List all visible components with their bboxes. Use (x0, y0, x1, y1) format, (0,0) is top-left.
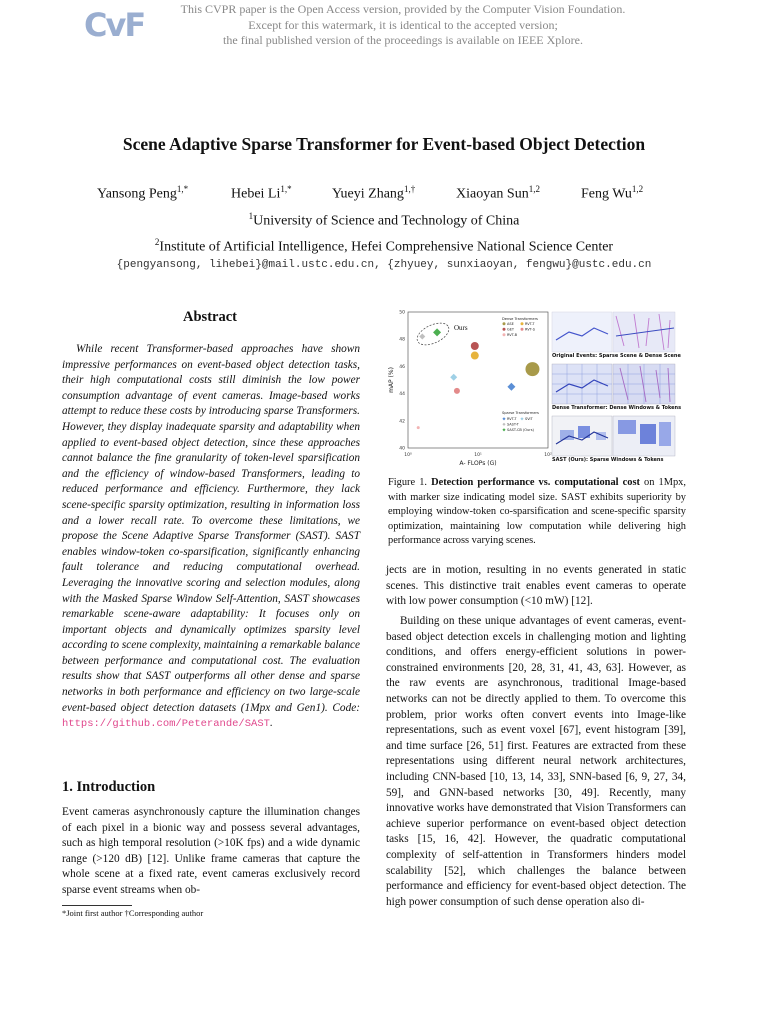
svg-text:Dense Transformer: Dense Windo: Dense Transformer: Dense Windows & Tokens (552, 405, 682, 411)
legend-marker (503, 328, 506, 331)
figure-1-caption: Figure 1. Detection performance vs. computational cost on 1Mpx, with marker size indicating model size. SAST exhibits superiority by employing window-token co-sparsification and scene-specific sparsity optimization, maintaining low computation while delivering high performance across varying scenes. (388, 477, 686, 547)
legend-marker (502, 417, 505, 420)
paragraph: Building on these unique advantages of event cameras, event-based object detection excels in challenging motion and lighting conditions, and offers energy-efficient solutions in power-constrained environments [20, 28, 31, 41, 43, 63]. However, as the raw events are asynchronous, traditional Image-based networks can not be directly applied to them. To overcome this problem, prior works often convert events into Image-like representations, such as event voxel [67], event histogram [39], and time surface [26, 51] first. Features are extracted from these representations using different neural network architectures, including CNN-based [10, 13, 14, 33], SNN-based [6, 9, 27, 34, 59], and GNN-based networks [30, 49]. Recently, many innovative works have demonstrated that Vision Transformers can achieve superior performance on event-based object detection tasks [15, 16, 42]. However, the quadratic computational complexity of self-attention in Transformers hinders model scalability [52], which challenges the balance between performance and efficiency for event-based object detection. The high power consumption of such dense operation also di- (386, 615, 686, 908)
y-tick-label: 46 (399, 364, 405, 370)
data-point-sast-t (419, 333, 425, 339)
affiliation: $^2$Institute of Artificial Intelligence, Hefei Comprehensive National Science Center (154, 237, 614, 255)
x-tick-label: 10¹ (474, 453, 482, 458)
author: Feng Wu$^{1,2}$ (581, 184, 644, 202)
data-point-rvt-b (417, 426, 420, 429)
legend-marker (502, 423, 505, 426)
author: Xiaoyan Sun$^{1,2}$ (456, 184, 540, 202)
watermark-line: the final published version of the proceedings is available on IEEE Xplore. (223, 33, 583, 47)
legend-label: RVT-T (507, 417, 517, 421)
x-axis-label: A- FLOPs (G) (459, 460, 497, 467)
panel-original-events (552, 312, 681, 359)
data-point-rvt-t (507, 383, 515, 391)
code-label: Code: (332, 701, 360, 714)
y-tick-label: 44 (399, 392, 405, 398)
author: Yueyi Zhang$^{1,\dagger}$ (332, 184, 416, 202)
code-link[interactable]: https://github.com/Peterande/SAST (62, 718, 270, 731)
open-access-watermark (150, 2, 656, 49)
svg-text:Sparse Transformers: Sparse Transformers (502, 411, 539, 415)
footnote: *Joint first author †Corresponding author (62, 908, 204, 918)
y-tick-label: 50 (399, 310, 405, 316)
author-emails: {pengyansong, lihebei}@mail.ustc.edu.cn, {zhyuey, sunxiaoyan, fengwu}@ustc.edu.cn (116, 259, 652, 271)
y-tick-label: 40 (399, 446, 405, 452)
legend-label: RVT-S (525, 327, 535, 332)
section-heading-introduction: 1. Introduction (62, 779, 156, 795)
figure-1 (384, 306, 686, 470)
ours-annotation: Ours (454, 324, 468, 332)
legend-label: ASE (507, 322, 514, 326)
author: Yansong Peng$^{1,*}$ (97, 184, 189, 202)
intro-paragraph: Event cameras asynchronously capture the illumination changes of each pixel in a bionic way and possess several advantages, such as high temporal resolution (>10K fps) and a wide dynamic range (>120 dB) [12]. Unlike frame cameras that capture the whole scene at a fixed rate, event cameras exclusively record sparse event streams when ob- (62, 806, 360, 896)
paper-title: Scene Adaptive Sparse Transformer for Event-based Object Detection (122, 134, 646, 154)
abstract-body: While recent Transformer-based approaches have shown impressive performances on event-based object detection tasks, their high computational costs still diminish the low power consumption advantage of event cameras. Image-based works attempt to reduce these costs by introducing sparse Transformers. However, they display inadequate sparsity and adaptability when applied to event-based object detection, since these approaches cannot balance the fine granularity of token-level sparsification and the efficiency of window-based Transformers, leading to reduced performance and efficiency. Furthermore, they lack scene-specific sparsity optimization, resulting in information loss and a lower recall rate. To overcome these limitations, we propose the Scene Adaptive Sparse Transformer (SAST). SAST enables window-token co-sparsification, significantly enhancing fault tolerance and reducing computational overhead. Leveraging the innovative scoring and selection modules, along with the Masked Sparse Window Self-Attention, SAST showcases remarkable scene-aware adaptability: It focuses only on important objects and dynamically optimizes sparsity level according to scene complexity, maintaining a remarkable balance between performance and computational cost. The evaluation results show that SAST outperforms all other dense and sparse networks in both performance and efficiency on two large-scale event-based object detection datasets (1Mpx and Gen1). Code: https://github.com/Peterande/SAST. (62, 343, 360, 731)
abstract-heading: Abstract (183, 309, 237, 325)
legend-marker (503, 333, 506, 336)
legend-label: GET (507, 327, 515, 332)
legend-marker (521, 322, 524, 325)
svg-text:SAST (Ours): Sparse Windows &: SAST (Ours): Sparse Windows & Tokens (552, 457, 664, 463)
watermark-line: Except for this watermark, it is identical to the accepted version; (248, 17, 558, 32)
svg-text:Dense Transformers: Dense Transformers (502, 317, 538, 321)
x-tick-label: 10⁰ (404, 453, 412, 458)
legend-label: SViT (525, 417, 533, 421)
data-point-get (471, 342, 479, 350)
data-point-rvt-s (454, 388, 460, 394)
data-point-rvt-t (471, 352, 479, 360)
y-tick-label: 42 (399, 419, 405, 425)
legend-label: RVT-T (525, 322, 535, 326)
legend-marker (520, 417, 523, 420)
author: Hebei $Li^{1,*}$ (231, 184, 292, 202)
footnote-divider (62, 905, 132, 906)
data-point-svit (450, 374, 457, 381)
panel-sast-ours (552, 416, 675, 463)
legend-marker (502, 428, 505, 431)
svg-text:Original Events: Sparse Scene: Original Events: Sparse Scene & Dense Scene (552, 353, 681, 359)
paragraph: jects are in motion, resulting in no events generated in static scenes. This distinctive trait enables event cameras to operate with low power consumption (<10 mW) [12]. (386, 564, 686, 608)
legend-label: SAST-T (507, 422, 519, 427)
legend-dense (502, 317, 538, 321)
y-tick-label: 48 (399, 337, 405, 343)
legend-label: SAST-CB (Ours) (507, 428, 534, 432)
legend-label: RVT-B (507, 333, 517, 337)
ours-highlight-ellipse (414, 319, 452, 350)
watermark-line: This CVPR paper is the Open Access version, provided by the Computer Vision Foundation. (180, 2, 626, 16)
affiliation: $^1$University of Science and Technology of China (248, 211, 520, 229)
x-tick-label: 10² (544, 453, 552, 458)
y-axis-label: mAP (%) (388, 367, 395, 393)
data-point-ase (525, 362, 539, 376)
data-point-sast-cb-ours (433, 328, 441, 336)
legend-marker (521, 328, 524, 331)
legend-sparse (502, 411, 539, 415)
legend-marker (503, 322, 506, 325)
cvf-logo: CvF (84, 6, 145, 44)
author-list (0, 184, 768, 206)
panel-dense-transformer (552, 364, 681, 411)
